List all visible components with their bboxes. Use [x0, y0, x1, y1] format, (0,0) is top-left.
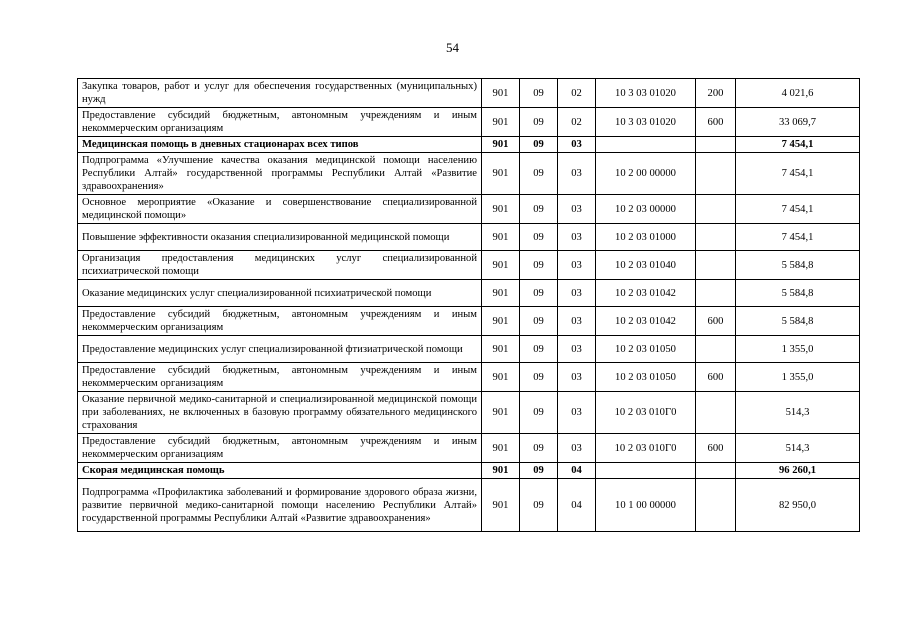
row-expense-type: [696, 479, 736, 532]
row-grbs-code: 901: [482, 79, 520, 108]
row-target-article: 10 2 03 01040: [596, 251, 696, 280]
row-section-code: 09: [520, 434, 558, 463]
row-expense-type: [696, 392, 736, 434]
row-expense-type: [696, 224, 736, 251]
table-row: [78, 463, 860, 479]
row-name: Закупка товаров, работ и услуг для обеспечения государственных (муниципальных) нужд: [78, 79, 482, 108]
row-section-code: 09: [520, 479, 558, 532]
row-grbs-code: 901: [482, 195, 520, 224]
table-row: [78, 479, 860, 532]
row-subsection-code: 03: [558, 434, 596, 463]
page-number: 54: [446, 40, 459, 55]
row-expense-type: 600: [696, 108, 736, 137]
row-target-article: 10 2 03 01042: [596, 307, 696, 336]
row-name: Подпрограмма «Улучшение качества оказания медицинской помощи населению Республики Алтай» государственной программы Республики Алтай «Развитие здравоохранения»: [78, 153, 482, 195]
row-grbs-code: 901: [482, 336, 520, 363]
budget-table-body: [78, 79, 860, 532]
row-name: Оказание медицинских услуг специализированной психиатрической помощи: [78, 280, 482, 307]
row-target-article: 10 2 03 01042: [596, 280, 696, 307]
row-section-code: 09: [520, 195, 558, 224]
row-section-code: 09: [520, 336, 558, 363]
row-expense-type: [696, 280, 736, 307]
row-target-article: 10 3 03 01020: [596, 79, 696, 108]
row-target-article: [596, 463, 696, 479]
row-expense-type: [696, 195, 736, 224]
row-grbs-code: 901: [482, 463, 520, 479]
row-grbs-code: 901: [482, 224, 520, 251]
row-name: Предоставление субсидий бюджетным, автономным учреждениям и иным некоммерческим организациям: [78, 108, 482, 137]
row-name: Предоставление субсидий бюджетным, автономным учреждениям и иным некоммерческим организациям: [78, 307, 482, 336]
row-expense-type: 600: [696, 307, 736, 336]
table-row: [78, 307, 860, 336]
row-amount: 5 584,8: [736, 307, 860, 336]
table-row: [78, 280, 860, 307]
row-amount: 33 069,7: [736, 108, 860, 137]
row-subsection-code: 03: [558, 195, 596, 224]
row-grbs-code: 901: [482, 392, 520, 434]
table-row: [78, 363, 860, 392]
row-target-article: 10 1 00 00000: [596, 479, 696, 532]
row-section-code: 09: [520, 137, 558, 153]
row-amount: 7 454,1: [736, 137, 860, 153]
row-subsection-code: 02: [558, 108, 596, 137]
row-section-code: 09: [520, 251, 558, 280]
row-subsection-code: 03: [558, 153, 596, 195]
row-subsection-code: 02: [558, 79, 596, 108]
row-target-article: [596, 137, 696, 153]
row-name: Основное мероприятие «Оказание и совершенствование специализированной медицинской помощи»: [78, 195, 482, 224]
row-name: Организация предоставления медицинских услуг специализированной психиатрической помощи: [78, 251, 482, 280]
budget-table: [77, 78, 860, 532]
row-grbs-code: 901: [482, 434, 520, 463]
row-target-article: 10 2 03 01000: [596, 224, 696, 251]
row-target-article: 10 2 03 01050: [596, 363, 696, 392]
row-expense-type: [696, 251, 736, 280]
row-grbs-code: 901: [482, 108, 520, 137]
row-subsection-code: 04: [558, 479, 596, 532]
table-row: [78, 79, 860, 108]
row-section-code: 09: [520, 307, 558, 336]
row-subsection-code: 03: [558, 307, 596, 336]
row-section-code: 09: [520, 280, 558, 307]
row-section-code: 09: [520, 463, 558, 479]
row-name: Оказание первичной медико-санитарной и специализированной медицинской помощи при заболеваниях, не включенных в базовую программу обязательного медицинского страхования: [78, 392, 482, 434]
row-section-code: 09: [520, 392, 558, 434]
row-subsection-code: 03: [558, 280, 596, 307]
row-target-article: 10 2 00 00000: [596, 153, 696, 195]
row-grbs-code: 901: [482, 153, 520, 195]
row-grbs-code: 901: [482, 363, 520, 392]
row-name: Предоставление медицинских услуг специализированной фтизиатрической помощи: [78, 336, 482, 363]
row-subsection-code: 04: [558, 463, 596, 479]
table-row: [78, 137, 860, 153]
row-amount: 7 454,1: [736, 195, 860, 224]
row-name: Медицинская помощь в дневных стационарах всех типов: [78, 137, 482, 153]
row-expense-type: [696, 153, 736, 195]
row-name: Повышение эффективности оказания специализированной медицинской помощи: [78, 224, 482, 251]
row-name: Предоставление субсидий бюджетным, автономным учреждениям и иным некоммерческим организациям: [78, 434, 482, 463]
table-row: [78, 251, 860, 280]
row-name: Подпрограмма «Профилактика заболеваний и формирование здорового образа жизни, развитие первичной медико-санитарной помощи населению Республики Алтай» государственной программы Республики Алтай «Развитие здравоохранения»: [78, 479, 482, 532]
row-section-code: 09: [520, 108, 558, 137]
row-amount: 1 355,0: [736, 336, 860, 363]
row-subsection-code: 03: [558, 336, 596, 363]
row-target-article: 10 2 03 010Г0: [596, 434, 696, 463]
row-expense-type: 200: [696, 79, 736, 108]
row-subsection-code: 03: [558, 392, 596, 434]
row-amount: 5 584,8: [736, 280, 860, 307]
row-amount: 514,3: [736, 434, 860, 463]
table-row: [78, 153, 860, 195]
row-target-article: 10 2 03 010Г0: [596, 392, 696, 434]
row-grbs-code: 901: [482, 280, 520, 307]
row-grbs-code: 901: [482, 137, 520, 153]
row-section-code: 09: [520, 363, 558, 392]
table-row: [78, 224, 860, 251]
row-subsection-code: 03: [558, 137, 596, 153]
row-amount: 7 454,1: [736, 224, 860, 251]
row-section-code: 09: [520, 79, 558, 108]
table-row: [78, 392, 860, 434]
row-expense-type: [696, 137, 736, 153]
row-expense-type: 600: [696, 434, 736, 463]
row-grbs-code: 901: [482, 479, 520, 532]
row-target-article: 10 2 03 01050: [596, 336, 696, 363]
row-amount: 96 260,1: [736, 463, 860, 479]
row-name: Скорая медицинская помощь: [78, 463, 482, 479]
table-row: [78, 108, 860, 137]
row-subsection-code: 03: [558, 363, 596, 392]
row-subsection-code: 03: [558, 224, 596, 251]
row-grbs-code: 901: [482, 307, 520, 336]
row-target-article: 10 3 03 01020: [596, 108, 696, 137]
row-name: Предоставление субсидий бюджетным, автономным учреждениям и иным некоммерческим организациям: [78, 363, 482, 392]
row-expense-type: [696, 336, 736, 363]
table-row: [78, 434, 860, 463]
row-subsection-code: 03: [558, 251, 596, 280]
row-amount: 514,3: [736, 392, 860, 434]
row-section-code: 09: [520, 153, 558, 195]
row-section-code: 09: [520, 224, 558, 251]
table-row: [78, 195, 860, 224]
row-amount: 4 021,6: [736, 79, 860, 108]
row-target-article: 10 2 03 00000: [596, 195, 696, 224]
row-amount: 5 584,8: [736, 251, 860, 280]
table-row: [78, 336, 860, 363]
row-expense-type: [696, 463, 736, 479]
row-amount: 1 355,0: [736, 363, 860, 392]
row-grbs-code: 901: [482, 251, 520, 280]
row-amount: 7 454,1: [736, 153, 860, 195]
row-expense-type: 600: [696, 363, 736, 392]
row-amount: 82 950,0: [736, 479, 860, 532]
